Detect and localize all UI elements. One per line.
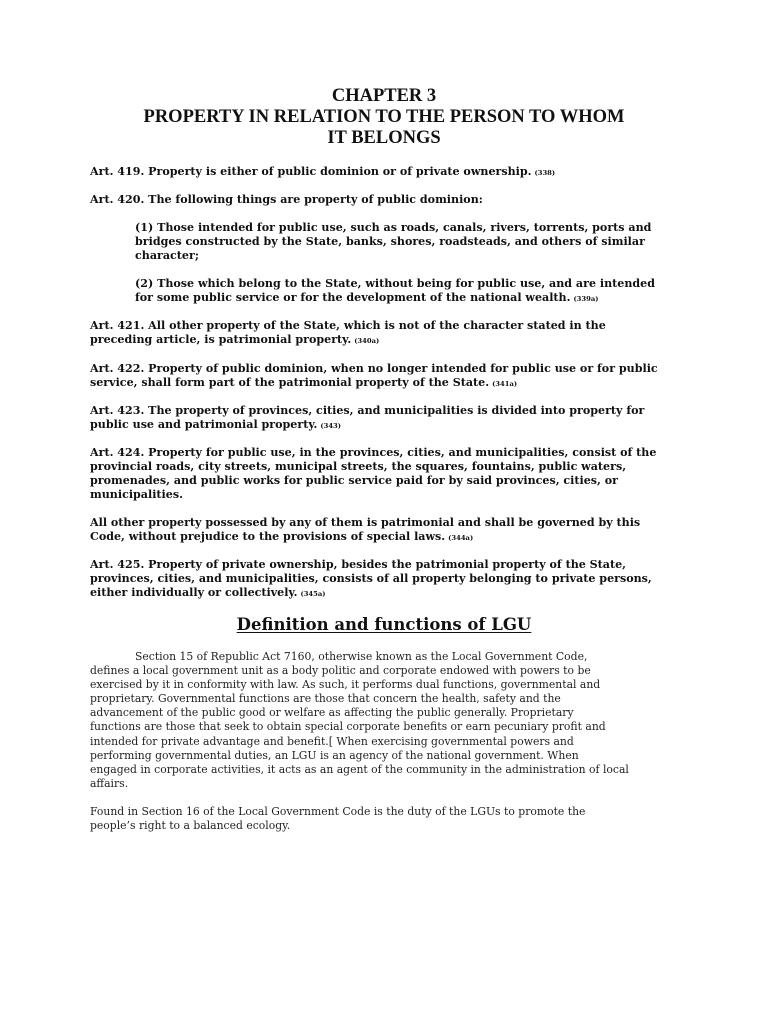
article-text: (2) Those which belong to the State, without being for public use, and are intended	[135, 277, 655, 290]
article-text: preceding article, is patrimonial property.	[90, 333, 352, 346]
article-text: public use and patrimonial property.	[90, 418, 318, 431]
source-note: (344a)	[448, 534, 474, 542]
lgu-paragraph-2	[90, 805, 585, 833]
article-text: Art. 423. The property of provinces, cities, and municipalities is divided into property for	[90, 404, 645, 417]
article-text: Art. 420. The following things are property of public dominion:	[90, 193, 483, 206]
article-text: (1) Those intended for public use, such as roads, canals, rivers, torrents, ports and	[135, 221, 652, 234]
paragraph-line: proprietary. Governmental functions are those that concern the health, safety and the	[90, 692, 561, 706]
paragraph-line: intended for private advantage and benefit.[ When exercising governmental powers and	[90, 734, 574, 748]
article-420-item-2	[135, 277, 655, 306]
source-note: (341a)	[492, 380, 518, 388]
paragraph-line: advancement of the public good or welfare as affecting the public generally. Proprietary	[90, 706, 574, 720]
source-note: (339a)	[573, 295, 599, 303]
article-420	[90, 193, 483, 207]
article-423	[90, 404, 644, 433]
source-note: (345a)	[300, 590, 326, 598]
paragraph-line: performing governmental duties, an LGU is an agency of the national government. When	[90, 748, 579, 762]
article-text: provinces, cities, and municipalities, consists of all property belonging to private persons,	[90, 572, 652, 585]
article-text: service, shall form part of the patrimonial property of the State.	[90, 376, 490, 389]
article-text: All other property possessed by any of them is patrimonial and shall be governed by this	[90, 516, 641, 529]
article-424	[90, 446, 656, 502]
article-text: for some public service or for the development of the national wealth.	[135, 291, 571, 304]
article-text: Code, without prejudice to the provisions of special laws.	[90, 530, 446, 543]
article-text: promenades, and public works for public service paid for by said provinces, cities, or	[90, 474, 618, 487]
source-note: (343)	[320, 422, 341, 430]
chapter-title-line: IT BELONGS	[327, 128, 441, 148]
paragraph-line: Section 15 of Republic Act 7160, otherwise known as the Local Government Code,	[135, 650, 588, 663]
article-text: Art. 424. Property for public use, in the provinces, cities, and municipalities, consist of the	[90, 446, 657, 459]
paragraph-line: engaged in corporate activities, it acts as an agent of the community in the administration of local	[90, 762, 629, 776]
article-text: provincial roads, city streets, municipal streets, the squares, fountains, public waters,	[90, 460, 627, 473]
article-425	[90, 558, 652, 601]
paragraph-line: affairs.	[90, 776, 129, 790]
lgu-paragraph-1	[90, 650, 629, 791]
article-text: Art. 421. All other property of the State, which is not of the character stated in the	[90, 319, 606, 332]
source-note: (340a)	[354, 337, 380, 345]
article-text: character;	[135, 249, 199, 262]
chapter-number: CHAPTER 3	[331, 86, 437, 106]
source-note: (338)	[534, 169, 556, 177]
paragraph-line: defines a local government unit as a body politic and corporate endowed with powers to be	[90, 664, 591, 678]
article-420-item-1	[135, 221, 651, 263]
article-421	[90, 319, 606, 348]
paragraph-line: exercised by it in conformity with law. As such, it performs dual functions, governmental and	[90, 678, 601, 692]
article-text: either individually or collectively.	[90, 586, 298, 599]
article-text: Art. 422. Property of public dominion, when no longer intended for public use or for public	[90, 362, 658, 375]
article-424-paragraph-2	[90, 516, 640, 545]
paragraph-line: people’s right to a balanced ecology.	[90, 819, 291, 833]
article-text: bridges constructed by the State, banks, shores, roadsteads, and others of similar	[135, 235, 645, 248]
chapter-heading	[60, 86, 708, 149]
chapter-title-line: PROPERTY IN RELATION TO THE PERSON TO WHOM	[143, 107, 625, 127]
article-422	[90, 362, 658, 391]
paragraph-line: functions are those that seek to obtain special corporate benefits or earn pecuniary profit and	[90, 720, 606, 734]
section-title: Definition and functions of LGU	[236, 615, 532, 634]
article-text: Art. 425. Property of private ownership, besides the patrimonial property of the State,	[90, 558, 627, 571]
article-419	[90, 165, 555, 180]
paragraph-line: Found in Section 16 of the Local Government Code is the duty of the LGUs to promote the	[90, 805, 586, 818]
article-text: Art. 419. Property is either of public dominion or of private ownership.	[90, 165, 532, 178]
article-text: municipalities.	[90, 488, 183, 501]
